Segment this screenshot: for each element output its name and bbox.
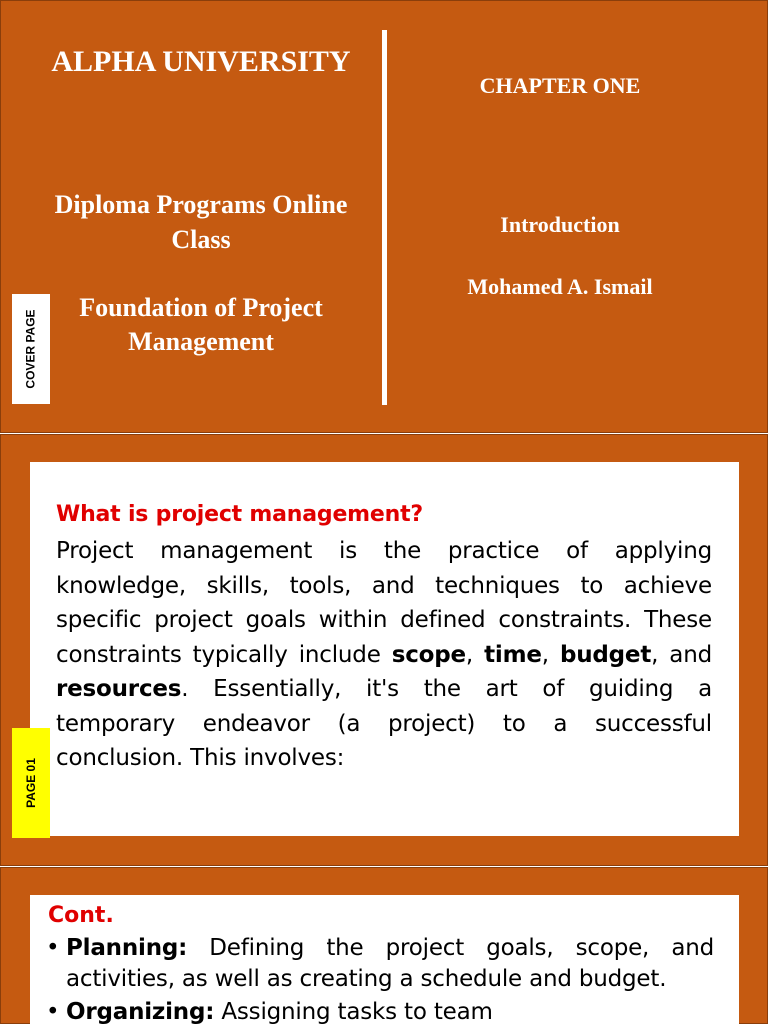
separator: , [465,641,485,668]
cover-slide [0,0,768,433]
definition-paragraph [56,534,712,776]
chapter-title: CHAPTER ONE [479,73,641,98]
cover-page-tab-label: COVER PAGE [24,309,38,389]
vertical-divider [382,30,387,405]
paragraph-text: . Essentially, it's the art of guiding a temporary endeavor (a project) to a successful conclusion. This involves: [56,676,712,771]
separator: , and [651,641,712,668]
cover-page-tab [12,294,50,404]
bullet-text: Assigning tasks to team [214,999,493,1025]
question-heading: What is project management? [56,502,423,527]
program-title: Diploma Programs Online Class [54,190,348,254]
bullet-text: Defining the project goals, scope, and activities, as well as creating a schedule and budget. [66,935,714,992]
university-title: ALPHA UNIVERSITY [51,45,351,78]
page-02-content-card [30,895,739,1024]
bullet-term: Organizing: [66,999,215,1025]
bullet-list [46,933,714,1028]
continued-heading: Cont. [48,903,114,928]
keyword-resources: resources [56,676,182,702]
course-title: Foundation of Project Management [79,293,323,356]
author-name: Mohamed A. Ismail [467,274,653,299]
bullet-term: Planning: [66,935,188,961]
page-01-tab-label: PAGE 01 [24,758,38,808]
page-01-content-card [30,462,739,836]
keyword-time: time [484,641,542,668]
bullet-item-organizing [46,997,714,1028]
page-01-tab [12,728,50,838]
paragraph-text: Project management is the practice of applying knowledge, skills, tools, and techniques to achieve specific project goals within defined constraints. These constraints typically include [56,538,712,668]
bullet-item-planning [46,933,714,995]
separator: , [541,641,560,668]
keyword-scope: scope [391,641,466,668]
section-title: Introduction [500,212,620,237]
keyword-budget: budget [559,641,652,668]
